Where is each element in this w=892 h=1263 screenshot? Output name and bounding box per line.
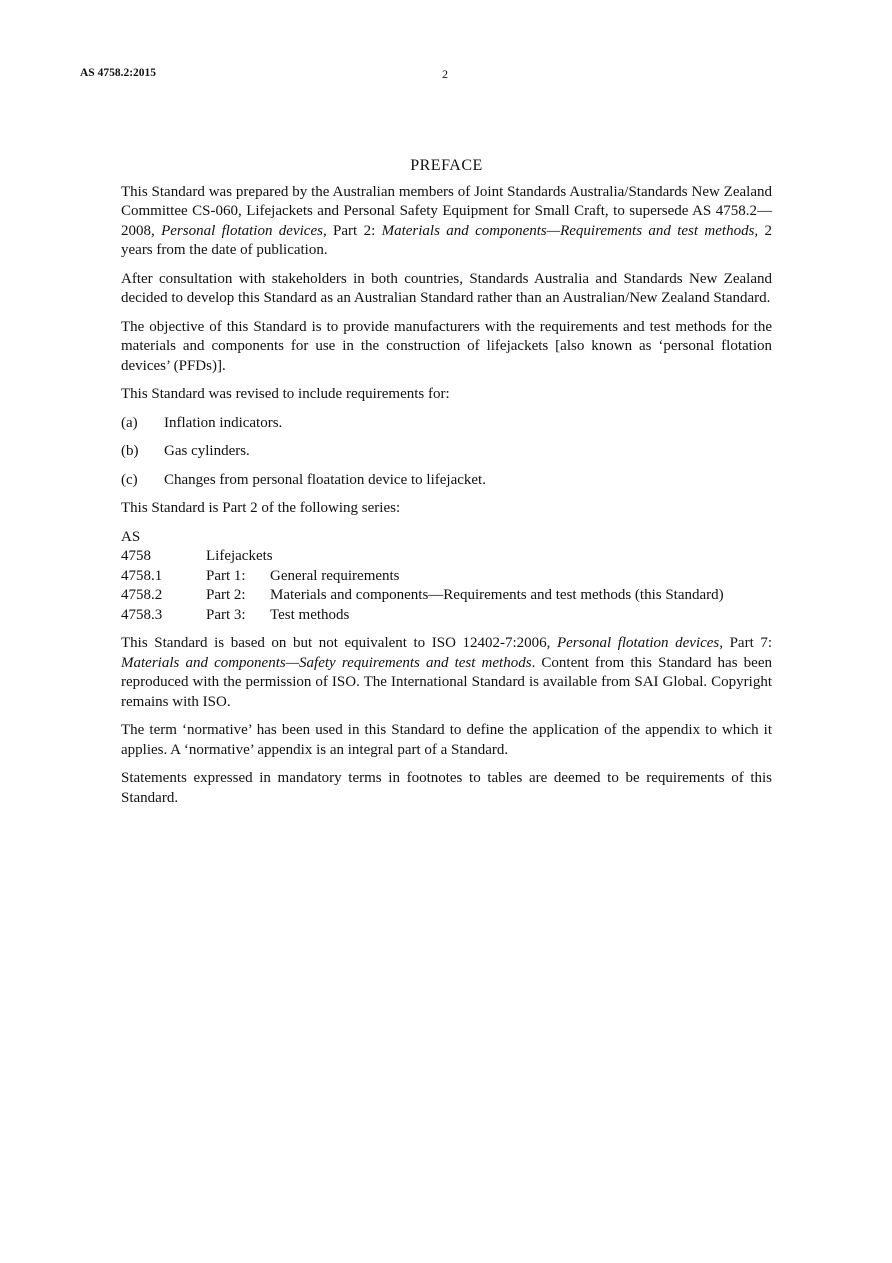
list-marker: (a) [121,414,138,431]
series-title: General requirements [270,567,400,584]
list-item [121,442,772,462]
preface-paragraph-2: After consultation with stakeholders in both countries, Standards Australia and Standards New Zealand decided to develop this Standard as an Australian Standard rather than an Australian/New Zealand Standard. [121,270,772,306]
preface-paragraph-7: The term ‘normative’ has been used in this Standard to define the application of the appendix to which it applies. A ‘normative’ appendix is an integral part of a Standard. [121,722,772,758]
p6-text-3: . Content from this Standard has been reproduced with the permission of ISO. The International Standard is available from SAI Global. Copyright remains with ISO. [121,654,772,710]
running-header [80,67,812,83]
series-number: 4758.3 [121,606,163,623]
series-row [121,586,772,606]
p1-text-3: 2 years from the date of publication. [121,222,773,258]
list-item-text: Gas cylinders. [164,443,250,459]
series-part: Part 3: [206,606,246,623]
preface-paragraph-1 [121,183,772,261]
preface-paragraph-3: The objective of this Standard is to provide manufacturers with the requirements and test methods for the materials and components for use in the construction of lifejackets [also known as ‘personal flotation devices’ (PFDs)]. [121,318,772,374]
preface-paragraph-5: This Standard is Part 2 of the following series: [121,500,401,516]
p1-italic-title-1: Personal flotation devices [161,222,323,239]
list-item-text: Inflation indicators. [164,414,283,431]
preface-section [121,156,772,817]
list-item [121,414,772,434]
series-title: Test methods [270,606,350,623]
series-number: 4758 [121,548,151,564]
preface-paragraph-6 [121,634,772,712]
series-prefix: AS [121,528,141,545]
list-marker: (c) [121,471,138,488]
document-id: AS 4758.2:2015 [80,67,157,79]
p1-text-1: This Standard was prepared by the Australian members of Joint Standards Australia/Standards New Zealand Committee CS-060, Lifejackets and Personal Safety Equipment for Small Craft, to supersede AS 4758.2—2008, [121,183,772,239]
p1-text-2: , Part 2: [322,222,382,239]
p6-italic-title-1: Personal flotation devices [556,635,720,651]
series-title: Materials and components—Requirements and test methods (this Standard) [270,587,724,603]
preface-paragraph-4: This Standard was revised to include requirements for: [121,386,450,402]
series-row [121,547,772,567]
p6-text-2: , Part 7: [719,635,772,651]
p1-italic-title-2: Materials and components—Requirements and test methods, [381,222,759,239]
series-row [121,567,772,587]
standards-series-list [121,528,772,626]
p6-italic-title-2: Materials and components—Safety requirements and test methods [121,654,532,671]
p6-text-1: This Standard is based on but not equivalent to ISO 12402-7:2006, [121,635,557,651]
preface-title: PREFACE [410,157,483,174]
series-part: Part 2: [206,587,246,603]
series-part: Part 1: [206,567,246,584]
list-marker: (b) [121,443,139,459]
page-number: 2 [442,67,448,81]
preface-paragraph-8: Statements expressed in mandatory terms in footnotes to tables are deemed to be requirements of this Standard. [121,770,772,806]
list-item [121,471,772,491]
series-number: 4758.1 [121,567,163,584]
list-item-text: Changes from personal floatation device to lifejacket. [164,471,486,488]
series-number: 4758.2 [121,587,163,603]
series-title: Lifejackets [206,548,273,564]
series-row [121,606,772,626]
